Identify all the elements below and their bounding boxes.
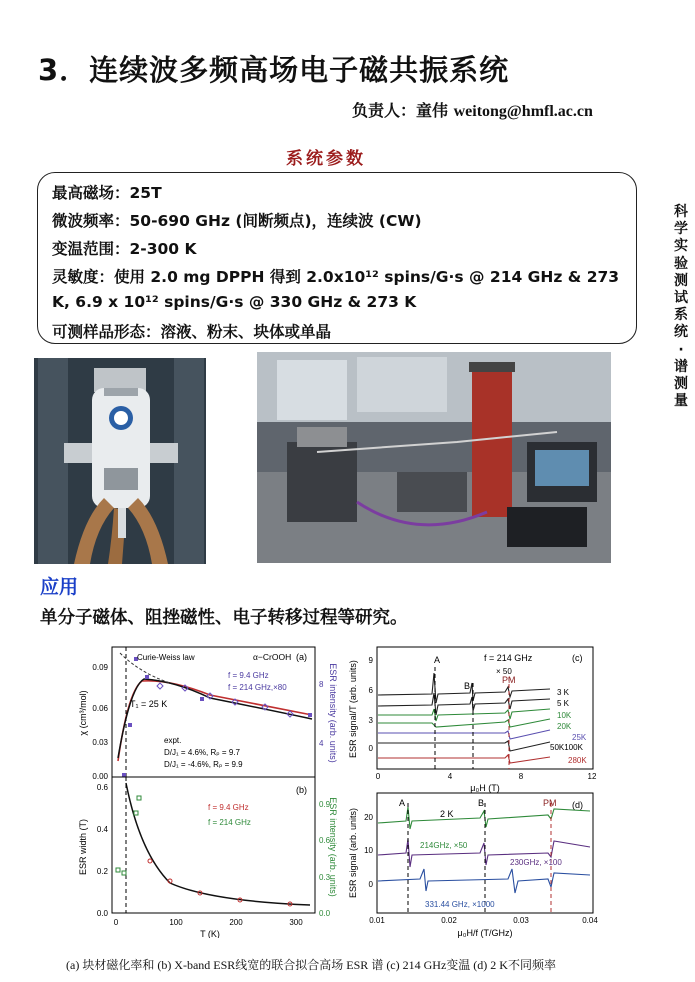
c-temp-5k: 5 K [557, 699, 570, 708]
panel-d [348, 793, 598, 938]
legend-a-214: f = 214 GHz,×80 [228, 683, 287, 692]
expt-label: expt. [164, 736, 182, 745]
magnet-photo [34, 358, 206, 564]
tick-b-x2: 200 [229, 918, 243, 927]
sidebar-char: 系 [674, 307, 688, 324]
tick-c-y1: 3 [368, 716, 373, 725]
tick-b-yr3: 0.9 [319, 800, 331, 809]
tick-d-x2: 0.03 [513, 916, 529, 925]
points-b-9-4ghz [148, 859, 292, 906]
tick-a-y2: 0.06 [92, 704, 108, 713]
c-peak-pm: PM [502, 675, 516, 685]
sidebar-char: 实 [674, 238, 688, 255]
lab-photo [257, 352, 611, 563]
tick-b-y2: 0.4 [96, 825, 108, 834]
email-link[interactable]: weitong@hmfl.ac.cn [453, 103, 593, 120]
sidebar-char: 量 [674, 393, 688, 410]
responsible-label: 负责人：童伟 [352, 101, 449, 120]
tick-b-yr0: 0.0 [319, 909, 331, 918]
params-heading: 系统参数 [286, 149, 366, 169]
d-peak-b: B [478, 798, 485, 808]
sidebar-vertical-text [672, 204, 690, 410]
responsible-person [352, 98, 593, 121]
curie-weiss-label: Curie-Weiss law [137, 653, 195, 662]
d-peak-pm: PM [543, 798, 557, 808]
tick-c-x1: 4 [447, 772, 453, 781]
panel-b [78, 777, 338, 938]
points-b-214ghz [116, 796, 141, 875]
width-fit-curve [126, 783, 310, 905]
tick-c-y2: 6 [368, 686, 373, 695]
applications-description: 单分子磁体、阻挫磁性、电子转移过程等研究。 [40, 608, 408, 628]
c-temp-280k: 280K [568, 756, 587, 765]
tick-b-x1: 100 [169, 918, 183, 927]
tick-b-x0: 0 [113, 918, 119, 927]
panel-b-label: (b) [296, 785, 307, 795]
legend-a-94: f = 9.4 GHz [228, 671, 269, 680]
sidebar-char: 测 [674, 376, 688, 393]
param-sensitivity-line2: K, 6.9 x 10¹² spins/G·s @ 330 GHz & 273 K [52, 293, 417, 311]
tick-c-y3: 9 [368, 656, 373, 665]
tick-a-y0: 0.00 [92, 772, 108, 781]
tick-b-y0: 0.0 [96, 909, 108, 918]
applications-heading: 应用 [40, 576, 79, 598]
tick-c-x3: 12 [587, 772, 597, 781]
c-temp-10k: 10K [557, 711, 572, 720]
panel-c [348, 647, 597, 793]
sidebar-char: 统 [674, 324, 688, 341]
legend-b-94: f = 9.4 GHz [208, 803, 249, 812]
tick-b-y3: 0.6 [96, 783, 108, 792]
tick-b-yr1: 0.3 [319, 873, 331, 882]
fit1-label: D/J₁ = 4.6%, Rₚ = 9.7 [164, 748, 240, 757]
tick-a-yr1: 8 [319, 680, 324, 689]
sidebar-char: 谱 [674, 358, 688, 375]
sidebar-char: · [678, 341, 684, 358]
param-max-field: 最高磁场：25T [52, 184, 162, 202]
tick-d-y2: 20 [364, 813, 373, 822]
c-mult-label: × 50 [496, 667, 512, 676]
fit2-label: D/J₁ = -4.6%, Rₚ = 9.9 [164, 760, 243, 769]
page-title: 3．连续波多频高场电子磁共振系统 [38, 53, 510, 87]
c-temp-20k: 20K [557, 722, 572, 731]
tick-d-y1: 10 [364, 846, 373, 855]
sidebar-char: 学 [674, 221, 688, 238]
panel-c-xlabel: μ₀H (T) [470, 783, 500, 793]
panel-a [78, 647, 338, 781]
d-peak-a: A [399, 798, 406, 808]
tick-a-y3: 0.09 [92, 663, 108, 672]
sidebar-char: 验 [674, 255, 688, 272]
panel-c-label: (c) [572, 653, 583, 663]
panel-b-ylabel-left: ESR width (T) [78, 818, 88, 876]
c-freq-label: f = 214 GHz [484, 653, 533, 663]
c-temp-3k: 3 K [557, 688, 570, 697]
tick-c-y0: 0 [368, 744, 373, 753]
tick-d-y0: 0 [368, 880, 373, 889]
d-trace3-label: 331.44 GHz, ×1000 [425, 900, 495, 909]
param-frequency: 微波频率：50-690 GHz (间断频点)，连续波 (CW) [52, 212, 422, 230]
d-temp-label: 2 K [440, 809, 454, 819]
c-temp-25k: 25K [572, 733, 587, 742]
panel-a-ylabel-left: χ (cm³/mol) [78, 690, 88, 736]
sidebar-char: 科 [674, 204, 688, 220]
d-trace2-label: 230GHz, ×100 [510, 858, 562, 867]
tick-a-yr0: 4 [319, 739, 324, 748]
tick-d-x1: 0.02 [441, 916, 457, 925]
panel-b-ylabel-right: ESR intensity (arb. units) [328, 797, 338, 897]
panel-c-ylabel: ESR signal/T (arb. units) [348, 660, 358, 758]
esr-figure [60, 643, 606, 938]
material-label: α−CrOOH [253, 652, 292, 662]
panel-d-xlabel: μ₀H/f (T/GHz) [457, 928, 513, 938]
param-temp-range: 变温范围：2-300 K [52, 240, 197, 258]
sidebar-char: 试 [674, 290, 688, 307]
tick-b-y1: 0.2 [96, 867, 108, 876]
tick-a-y1: 0.03 [92, 738, 108, 747]
c-peak-b: B [464, 681, 471, 691]
panel-a-label: (a) [296, 652, 307, 662]
legend-b-214: f = 214 GHz [208, 818, 251, 827]
tick-c-x0: 0 [375, 772, 381, 781]
panel-d-traces [378, 807, 590, 893]
param-sensitivity-line1: 灵敏度：使用 2.0 mg DPPH 得到 2.0x10¹² spins/G·s @ 214 GHz & 273 [52, 268, 620, 286]
panel-b-xlabel: T (K) [200, 929, 220, 938]
panel-a-ylabel-right: ESR intensity (arb. units) [328, 663, 338, 763]
tick-d-x3: 0.04 [582, 916, 598, 925]
panel-d-label: (d) [572, 800, 583, 810]
params-box [37, 172, 637, 344]
tick-d-x0: 0.01 [369, 916, 385, 925]
param-sample-forms: 可测样品形态：溶液、粉末、块体或单晶 [52, 323, 332, 341]
c-temp-50k100k: 50K100K [550, 743, 583, 752]
tick-c-x2: 8 [518, 772, 524, 781]
tick-b-yr2: 0.6 [319, 836, 331, 845]
tick-b-x3: 300 [289, 918, 303, 927]
panel-d-ylabel: ESR signal (arb. units) [348, 807, 358, 899]
c-peak-a: A [434, 655, 441, 665]
figure-caption: (a) 块材磁化率和 (b) X-band ESR线宽的联合拟合高场 ESR 谱 (c) 214 GHz变温 (d) 2 K不同频率 [66, 958, 556, 972]
sidebar-char: 测 [674, 272, 688, 289]
d-trace1-label: 214GHz, ×50 [420, 841, 468, 850]
t1-label: T₁ = 25 K [130, 699, 168, 709]
